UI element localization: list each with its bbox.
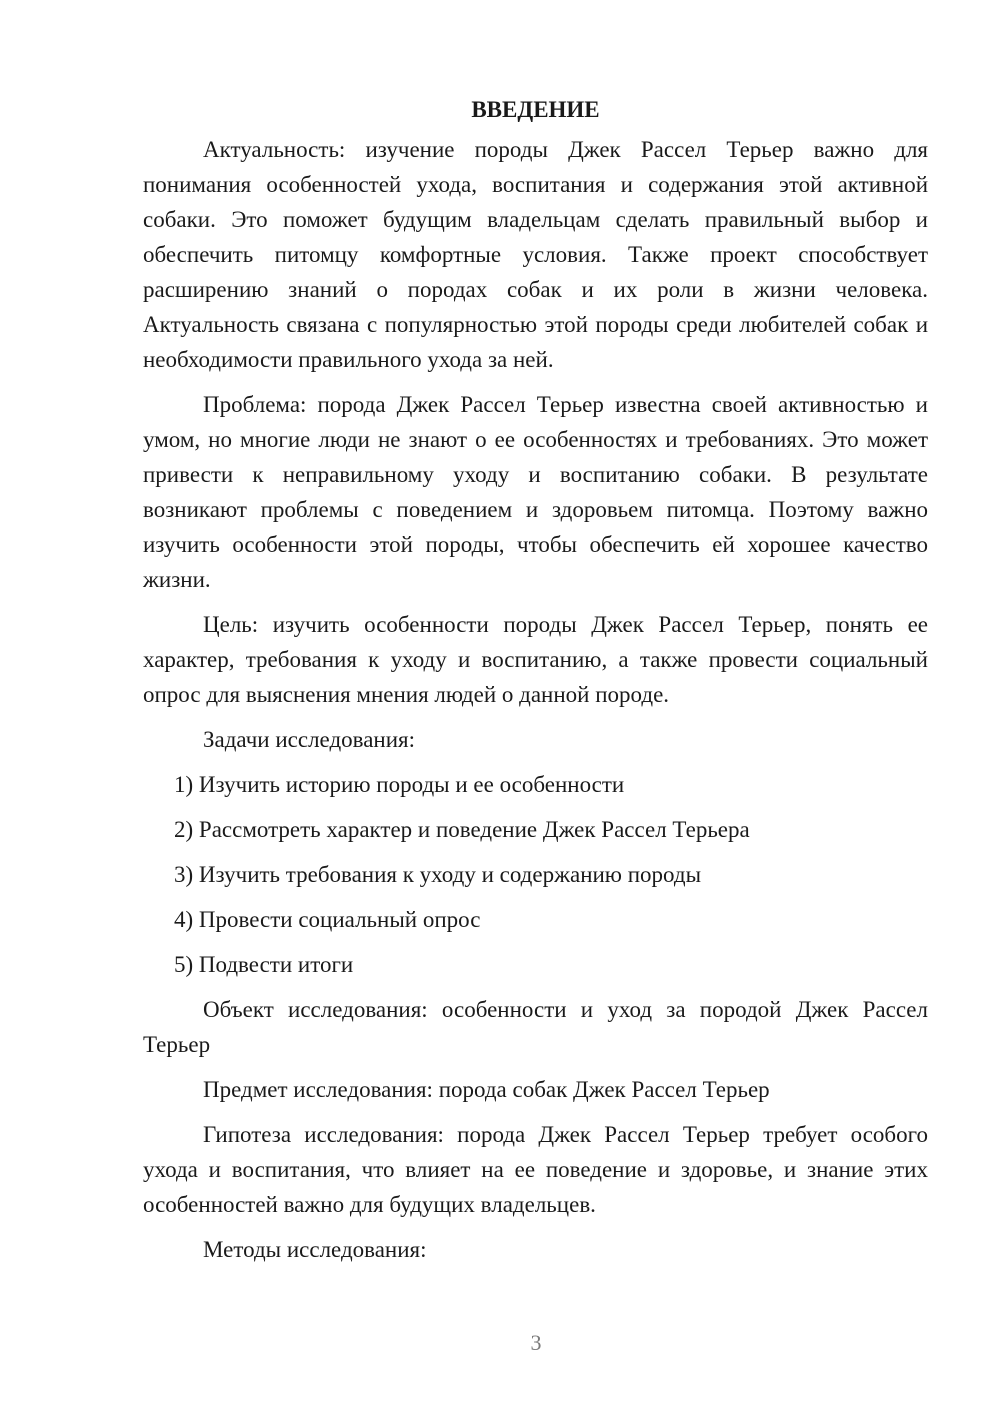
task-item: 3) Изучить требования к уходу и содержанию породы <box>174 862 702 887</box>
tasks-title: Задачи исследования: <box>203 727 416 752</box>
relevance-paragraph: Актуальность: изучение породы Джек Рассел Терьер важно для понимания особенностей ухода, воспитания и содержания этой активной собаки. Это поможет будущим владельцам сделать правильный выбор и обеспечить питомцу комфортные условия. Также проект способствует расширению знаний о породах собак и их роли в жизни человека. Актуальность связана с популярностью этой породы среди любителей собак и необходимости правильного ухода за ней. <box>143 137 928 372</box>
tasks-list <box>143 767 928 982</box>
task-item: 2) Рассмотреть характер и поведение Джек Рассел Терьера <box>174 817 750 842</box>
page-number: 3 <box>530 1330 542 1355</box>
task-item: 4) Провести социальный опрос <box>174 907 481 932</box>
task-item: 5) Подвести итоги <box>174 952 354 977</box>
object-paragraph: Объект исследования: особенности и уход за породой Джек Рассел Терьер <box>143 997 928 1057</box>
task-item: 1) Изучить историю породы и ее особенности <box>174 772 625 797</box>
hypothesis-paragraph: Гипотеза исследования: порода Джек Рассел Терьер требует особого ухода и воспитания, что влияет на ее поведение и здоровье, и знание этих особенностей важно для будущих владельцев. <box>143 1122 928 1217</box>
section-heading: ВВЕДЕНИЕ <box>471 97 600 122</box>
goal-paragraph: Цель: изучить особенности породы Джек Рассел Терьер, понять ее характер, требования к уходу и воспитанию, а также провести социальный опрос для выяснения мнения людей о данной породе. <box>143 612 928 707</box>
problem-paragraph: Проблема: порода Джек Рассел Терьер известна своей активностью и умом, но многие люди не знают о ее особенностях и требованиях. Это может привести к неправильному уходу и воспитанию собаки. В результате возникают проблемы с поведением и здоровьем питомца. Поэтому важно изучить особенности этой породы, чтобы обеспечить ей хорошее качество жизни. <box>143 392 928 592</box>
subject-paragraph: Предмет исследования: порода собак Джек Рассел Терьер <box>203 1077 770 1102</box>
methods-title: Методы исследования: <box>203 1237 427 1262</box>
page-content <box>143 92 928 1277</box>
